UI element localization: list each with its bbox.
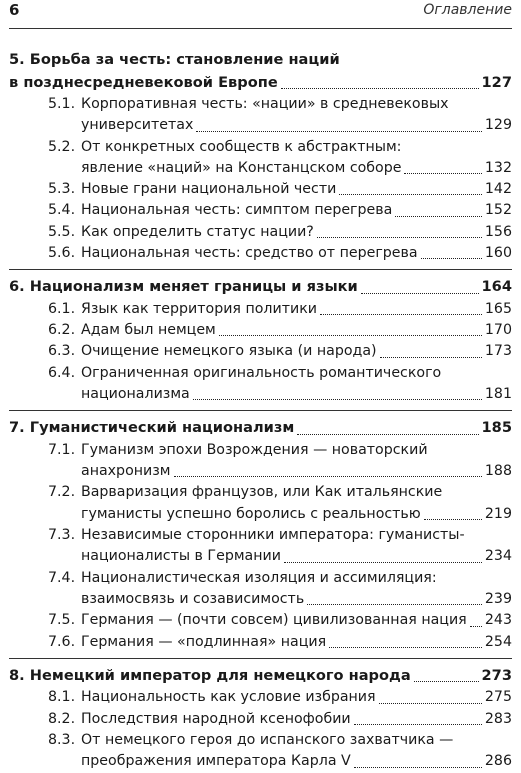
entry-title-line: Национальная честь: средство от перегрева (81, 245, 418, 262)
page-number: 6 (9, 1, 20, 19)
entry-title-row (81, 320, 512, 341)
section-divider (9, 658, 512, 659)
dot-leader (421, 258, 482, 259)
section-page-number: 185 (481, 419, 512, 437)
entry-title-line: Как определить статус нации? (81, 223, 314, 240)
entry-title-row (81, 461, 512, 482)
toc-entry[interactable] (9, 482, 512, 525)
entry-title-row (81, 158, 512, 179)
entry-page-number: 286 (484, 753, 512, 770)
entry-number: 5.2. (48, 138, 76, 155)
dot-leader (219, 335, 482, 336)
toc-entry[interactable] (9, 137, 512, 180)
section-heading[interactable] (9, 49, 512, 94)
entry-title-line: От немецкого героя до испанского захватчика — (81, 731, 454, 748)
toc-entry[interactable] (9, 222, 512, 243)
section-title-line: 8. Немецкий император для немецкого народа (9, 666, 411, 684)
entry-title-line: Германия — (почти совсем) цивилизованная нация (81, 612, 467, 629)
entry-number: 8.3. (48, 731, 76, 748)
entry-title-row (81, 751, 512, 772)
table-of-contents (9, 49, 512, 773)
entry-title-row (81, 299, 512, 320)
toc-entry[interactable] (9, 299, 512, 320)
entry-title-line: Очищение немецкого языка (и народа) (81, 343, 377, 360)
entry-title-line: взаимосвязь и созависимость (81, 590, 305, 607)
dot-leader (284, 562, 482, 563)
toc-entry[interactable] (9, 568, 512, 611)
entry-title-row (81, 384, 512, 405)
entry-number: 6.4. (48, 364, 76, 381)
toc-section (9, 665, 512, 773)
entry-page-number: 254 (484, 633, 512, 650)
entry-title-row (81, 243, 512, 264)
dot-leader (354, 724, 482, 725)
section-title-line: 5. Борьба за честь: становление наций (9, 51, 340, 68)
entry-title-row (81, 709, 512, 730)
section-page-number: 273 (481, 666, 512, 684)
dot-leader (470, 626, 482, 627)
entry-title-line: Корпоративная честь: «нации» в средневековых (81, 96, 449, 112)
entry-title-row (81, 341, 512, 362)
entry-body (81, 137, 512, 180)
entry-title-line: Варваризация французов, или Как итальянские (81, 484, 443, 501)
section-title-row (9, 276, 512, 299)
entry-title-line: Национальность как условие избрания (81, 689, 376, 706)
toc-entry[interactable] (9, 440, 512, 483)
entry-body (81, 610, 512, 631)
entry-title-line: Национальная честь: симптом перегрева (81, 202, 393, 219)
section-page-number: 127 (481, 73, 512, 91)
section-heading[interactable] (9, 665, 512, 688)
entry-title-row (81, 222, 512, 243)
entry-page-number: 181 (484, 386, 512, 403)
entry-title-row (81, 610, 512, 631)
entry-title-line: Гуманизм эпохи Возрождения — новаторский (81, 441, 428, 458)
section-divider (9, 269, 512, 270)
entry-body (81, 94, 512, 137)
dot-leader (339, 194, 482, 195)
entry-title-line: явление «наций» на Констанцском соборе (81, 159, 402, 176)
entry-number: 7.4. (48, 569, 76, 586)
entry-body (81, 363, 512, 406)
entry-number: 6.2. (48, 322, 76, 339)
entry-number: 5.3. (48, 181, 76, 198)
section-divider (9, 410, 512, 411)
entry-page-number: 170 (484, 322, 512, 339)
dot-leader (379, 703, 482, 704)
entry-title-row (81, 504, 512, 525)
section-title-row (9, 417, 512, 440)
toc-entry[interactable] (9, 320, 512, 341)
entry-number: 7.1. (48, 441, 76, 458)
section-title-row (9, 72, 512, 95)
entry-page-number: 132 (484, 159, 512, 176)
entry-title-row (81, 632, 512, 653)
dot-leader (354, 767, 482, 768)
toc-section (9, 417, 512, 652)
entry-title-line: Ограниченная оригинальность романтического (81, 364, 442, 381)
section-title-line: 7. Гуманистический национализм (9, 419, 295, 437)
entry-title-line: националисты в Германии (81, 548, 281, 565)
entry-body (81, 222, 512, 243)
entry-number: 5.1. (48, 96, 76, 112)
toc-entry[interactable] (9, 179, 512, 200)
entry-title-line: Последствия народной ксенофобии (81, 710, 351, 727)
page-header (9, 0, 512, 29)
entry-title-row (81, 687, 512, 708)
toc-entry[interactable] (9, 610, 512, 631)
toc-entry[interactable] (9, 687, 512, 708)
toc-entry[interactable] (9, 632, 512, 653)
entry-title-line: Независимые сторонники императора: гуманисты- (81, 527, 465, 544)
dot-leader (297, 434, 478, 435)
section-title-row (9, 665, 512, 688)
entry-body (81, 320, 512, 341)
entry-number: 8.1. (48, 689, 76, 706)
entry-title-line: Германия — «подлинная» нация (81, 633, 327, 650)
toc-entry[interactable] (9, 200, 512, 221)
toc-entry[interactable] (9, 363, 512, 406)
section-heading[interactable] (9, 276, 512, 299)
entry-title-row (81, 179, 512, 200)
entry-page-number: 219 (484, 505, 512, 522)
entry-body (81, 299, 512, 320)
dot-leader (414, 681, 479, 682)
entry-number: 7.6. (48, 633, 76, 650)
entry-title-row (81, 200, 512, 221)
entry-page-number: 152 (484, 202, 512, 219)
section-heading[interactable] (9, 417, 512, 440)
toc-section (9, 49, 512, 264)
entry-title-line: Язык как территория политики (81, 300, 317, 317)
entry-body (81, 200, 512, 221)
entry-page-number: 188 (484, 463, 512, 480)
dot-leader (317, 237, 482, 238)
dot-leader (174, 476, 482, 477)
dot-leader (320, 314, 482, 315)
entry-title-row (81, 546, 512, 567)
dot-leader (281, 88, 479, 89)
entry-title-line: Новые грани национальной чести (81, 181, 337, 198)
entry-page-number: 239 (484, 590, 512, 607)
entry-page-number: 173 (484, 343, 512, 360)
entry-number: 6.3. (48, 343, 76, 360)
entry-body (81, 482, 512, 525)
entry-number: 5.6. (48, 245, 76, 262)
entry-title-line: Националистическая изоляция и ассимиляция: (81, 569, 437, 586)
toc-entry[interactable] (9, 730, 512, 773)
toc-entry[interactable] (9, 94, 512, 137)
entry-body (81, 730, 512, 773)
toc-entry[interactable] (9, 243, 512, 264)
entry-body (81, 568, 512, 611)
entry-number: 7.5. (48, 612, 76, 629)
entry-page-number: 160 (484, 245, 512, 262)
entry-page-number: 129 (484, 117, 512, 134)
dot-leader (404, 173, 481, 174)
entry-body (81, 709, 512, 730)
entry-title-line: гуманисты успешно боролись с реальностью (81, 505, 421, 522)
entry-body (81, 341, 512, 362)
section-title-line: 6. Национализм меняет границы и языки (9, 278, 358, 296)
entry-number: 7.2. (48, 484, 76, 501)
entry-page-number: 142 (484, 181, 512, 198)
toc-entry[interactable] (9, 525, 512, 568)
dot-leader (395, 216, 482, 217)
entry-number: 8.2. (48, 710, 76, 727)
entry-title-line: Адам был немцем (81, 322, 216, 339)
section-page-number: 164 (481, 278, 512, 296)
entry-number: 5.4. (48, 202, 76, 219)
entry-page-number: 283 (484, 710, 512, 727)
dot-leader (307, 604, 482, 605)
dot-leader (380, 357, 482, 358)
entry-page-number: 275 (484, 689, 512, 706)
entry-title-line: национализма (81, 386, 190, 403)
dot-leader (361, 293, 479, 294)
entry-title-row (81, 589, 512, 610)
entry-page-number: 243 (484, 612, 512, 629)
section-title-line: в позднесредневековой Европе (9, 73, 278, 91)
entry-body (81, 243, 512, 264)
entry-title-line: От конкретных сообществ к абстрактным: (81, 138, 402, 155)
dot-leader (329, 647, 482, 648)
entry-title-line: университетах (81, 117, 194, 134)
entry-number: 5.5. (48, 223, 76, 240)
entry-body (81, 179, 512, 200)
dot-leader (424, 519, 482, 520)
entry-body (81, 525, 512, 568)
running-title: Оглавление (423, 2, 512, 18)
entry-page-number: 234 (484, 548, 512, 565)
entry-body (81, 440, 512, 483)
toc-entry[interactable] (9, 709, 512, 730)
entry-page-number: 156 (484, 223, 512, 240)
entry-title-row (81, 115, 512, 136)
toc-entry[interactable] (9, 341, 512, 362)
toc-section (9, 276, 512, 405)
entry-title-line: анахронизм (81, 463, 171, 480)
dot-leader (193, 399, 482, 400)
entry-number: 6.1. (48, 300, 76, 317)
entry-body (81, 687, 512, 708)
entry-body (81, 632, 512, 653)
dot-leader (196, 131, 482, 132)
entry-title-line: преображения императора Карла V (81, 753, 351, 770)
entry-number: 7.3. (48, 527, 76, 544)
entry-page-number: 165 (484, 300, 512, 317)
